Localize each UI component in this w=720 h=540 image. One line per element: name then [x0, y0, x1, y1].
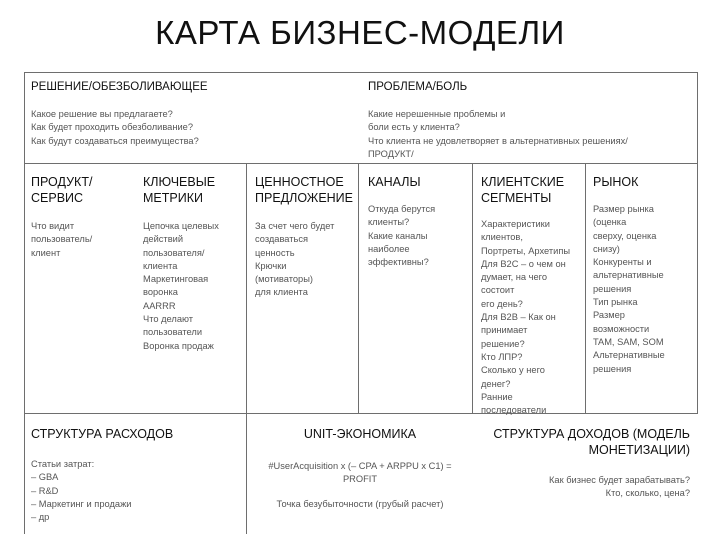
segments-text: Характеристики клиентов, Портреты, Архетипы Для B2C – о чем он думает, на чего состоит его день? Для B2B – Как он принимает решение? Кто ЛПР? Сколько у него денег? Ранние последователи — [481, 219, 571, 416]
revenue-text: Как бизнес будет зарабатывать? Кто, сколько, цена? — [548, 475, 690, 499]
divider-channels-right — [472, 164, 473, 414]
problem-text: Какие нерешенные проблемы и боли есть у клиента? Что клиента не удовлетворяет в альтернативных решениях/ ПРОДУКТ/ — [368, 109, 628, 159]
product-heading: ПРОДУКТ/ СЕРВИС — [31, 175, 93, 205]
value-text: За счет чего будет создаваться ценность Крючки (мотиваторы) для клиента — [255, 221, 335, 298]
page-title: КАРТА БИЗНЕС-МОДЕЛИ — [155, 14, 565, 51]
revenue-heading: СТРУКТУРА ДОХОДОВ (МОДЕЛЬ МОНЕТИЗАЦИИ) — [493, 427, 690, 457]
market-text: Размер рынка (оценка сверху, оценка снизу) Конкуренты и альтернативные решения Тип рынка Размер возможности TAM, SAM, SOM Альтернативные решения — [593, 204, 665, 374]
divider-segments-right — [585, 164, 586, 414]
costs-heading: СТРУКТУРА РАСХОДОВ — [31, 427, 174, 441]
metrics-heading: КЛЮЧЕВЫЕ МЕТРИКИ — [143, 175, 216, 205]
divider-value-left — [246, 164, 247, 414]
unit-economics-formula: #UserAcquisition x (– CPA + ARPPU x C1) = PROFIT — [268, 461, 452, 485]
solution-text: Какое решение вы предлагаете? Как будет проходить обезболивание? Как будут создаваться преимущества? — [31, 109, 199, 146]
market-heading: РЫНОК — [593, 175, 639, 189]
solution-heading: РЕШЕНИЕ/ОБЕЗБОЛИВАЮЩЕЕ — [31, 81, 208, 93]
metrics-text: Цепочка целевых действий пользователя/ клиента Маркетинговая воронка AARRR Что делают пользователи Воронка продаж — [143, 221, 219, 351]
problem-heading: ПРОБЛЕМА/БОЛЬ — [368, 81, 468, 93]
costs-text: Статьи затрат: – GBA – R&D – Маркетинг и продажи – др — [31, 459, 132, 523]
value-heading: ЦЕННОСТНОЕ ПРЕДЛОЖЕНИЕ — [255, 175, 354, 205]
segments-heading: КЛИЕНТСКИЕ СЕГМЕНТЫ — [481, 175, 565, 205]
channels-heading: КАНАЛЫ — [368, 175, 421, 189]
channels-text: Откуда берутся клиенты? Какие каналы наиболее эффективны? — [368, 204, 436, 268]
divider-value-right — [358, 164, 359, 414]
divider-costs-right — [246, 414, 247, 534]
break-even-text: Точка безубыточности (грубый расчет) — [276, 499, 444, 509]
unit-economics-heading: UNIT-ЭКОНОМИКА — [303, 427, 417, 441]
product-text: Что видит пользователь/ клиент — [31, 221, 93, 258]
